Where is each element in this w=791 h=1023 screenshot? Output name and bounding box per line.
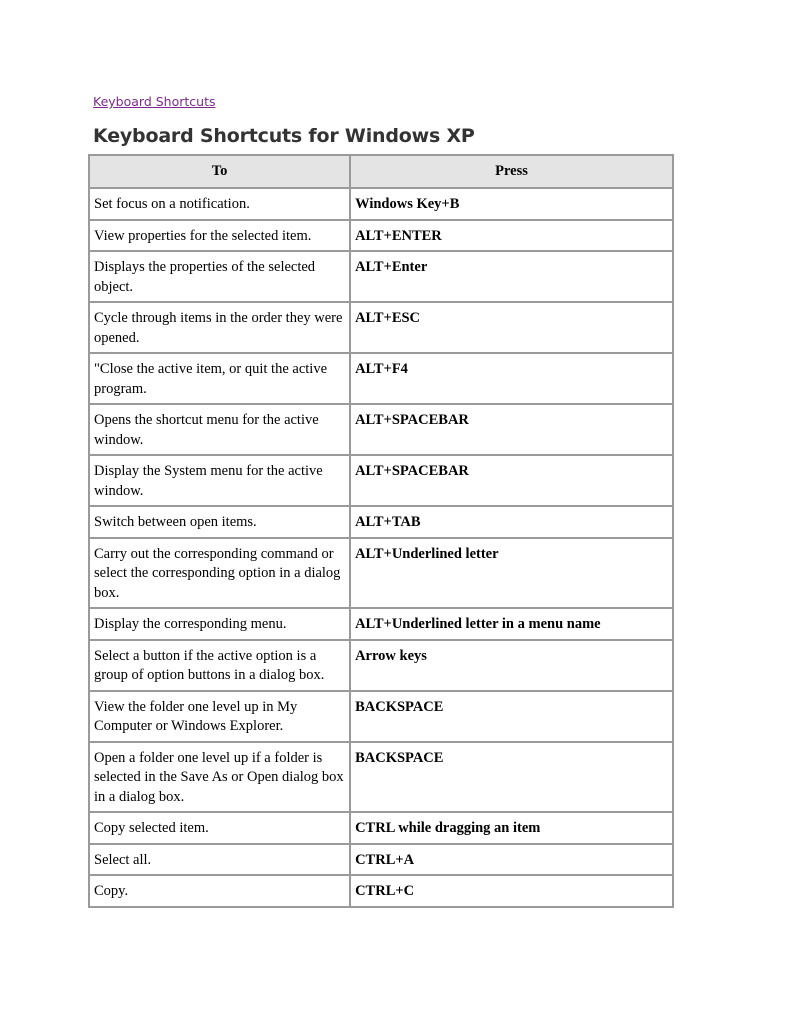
document-page — [88, 88, 673, 908]
shortcut-cell: BACKSPACE — [350, 691, 673, 742]
table-header-row — [89, 155, 673, 188]
table-row — [89, 608, 673, 640]
action-cell: Displays the properties of the selected object. — [89, 251, 350, 302]
table-row — [89, 188, 673, 220]
table-row — [89, 302, 673, 353]
table-row — [89, 844, 673, 876]
action-cell: Copy selected item. — [89, 812, 350, 844]
breadcrumb-link[interactable]: Keyboard Shortcuts — [93, 94, 216, 109]
shortcuts-table — [88, 154, 674, 908]
shortcut-cell: ALT+ENTER — [350, 220, 673, 252]
action-cell: View properties for the selected item. — [89, 220, 350, 252]
table-row — [89, 742, 673, 813]
page-title: Keyboard Shortcuts for Windows XP — [93, 125, 475, 147]
shortcut-cell: ALT+F4 — [350, 353, 673, 404]
action-cell: Carry out the corresponding command or select the corresponding option in a dialog box. — [89, 538, 350, 609]
shortcut-cell: ALT+Enter — [350, 251, 673, 302]
action-cell: Open a folder one level up if a folder is selected in the Save As or Open dialog box in a dialog box. — [89, 742, 350, 813]
shortcut-cell: Arrow keys — [350, 640, 673, 691]
table-row — [89, 691, 673, 742]
column-header-press: Press — [350, 155, 673, 188]
shortcut-cell: Windows Key+B — [350, 188, 673, 220]
action-cell: Set focus on a notification. — [89, 188, 350, 220]
shortcut-cell: ALT+ESC — [350, 302, 673, 353]
table-row — [89, 404, 673, 455]
shortcut-cell: ALT+SPACEBAR — [350, 404, 673, 455]
action-cell: Copy. — [89, 875, 350, 907]
action-cell: Opens the shortcut menu for the active window. — [89, 404, 350, 455]
table-row — [89, 538, 673, 609]
shortcut-cell: CTRL+A — [350, 844, 673, 876]
shortcut-cell: CTRL+C — [350, 875, 673, 907]
table-row — [89, 251, 673, 302]
table-row — [89, 455, 673, 506]
table-row — [89, 812, 673, 844]
action-cell: Cycle through items in the order they were opened. — [89, 302, 350, 353]
shortcut-cell: ALT+Underlined letter in a menu name — [350, 608, 673, 640]
table-row — [89, 875, 673, 907]
column-header-to: To — [89, 155, 350, 188]
action-cell: Display the corresponding menu. — [89, 608, 350, 640]
shortcut-cell: BACKSPACE — [350, 742, 673, 813]
action-cell: Select a button if the active option is a group of option buttons in a dialog box. — [89, 640, 350, 691]
table-row — [89, 640, 673, 691]
action-cell: Display the System menu for the active window. — [89, 455, 350, 506]
action-cell: Switch between open items. — [89, 506, 350, 538]
shortcut-cell: ALT+TAB — [350, 506, 673, 538]
action-cell: Select all. — [89, 844, 350, 876]
action-cell: "Close the active item, or quit the active program. — [89, 353, 350, 404]
action-cell: View the folder one level up in My Computer or Windows Explorer. — [89, 691, 350, 742]
shortcut-cell: CTRL while dragging an item — [350, 812, 673, 844]
shortcut-cell: ALT+Underlined letter — [350, 538, 673, 609]
table-row — [89, 220, 673, 252]
shortcut-cell: ALT+SPACEBAR — [350, 455, 673, 506]
table-row — [89, 506, 673, 538]
table-row — [89, 353, 673, 404]
